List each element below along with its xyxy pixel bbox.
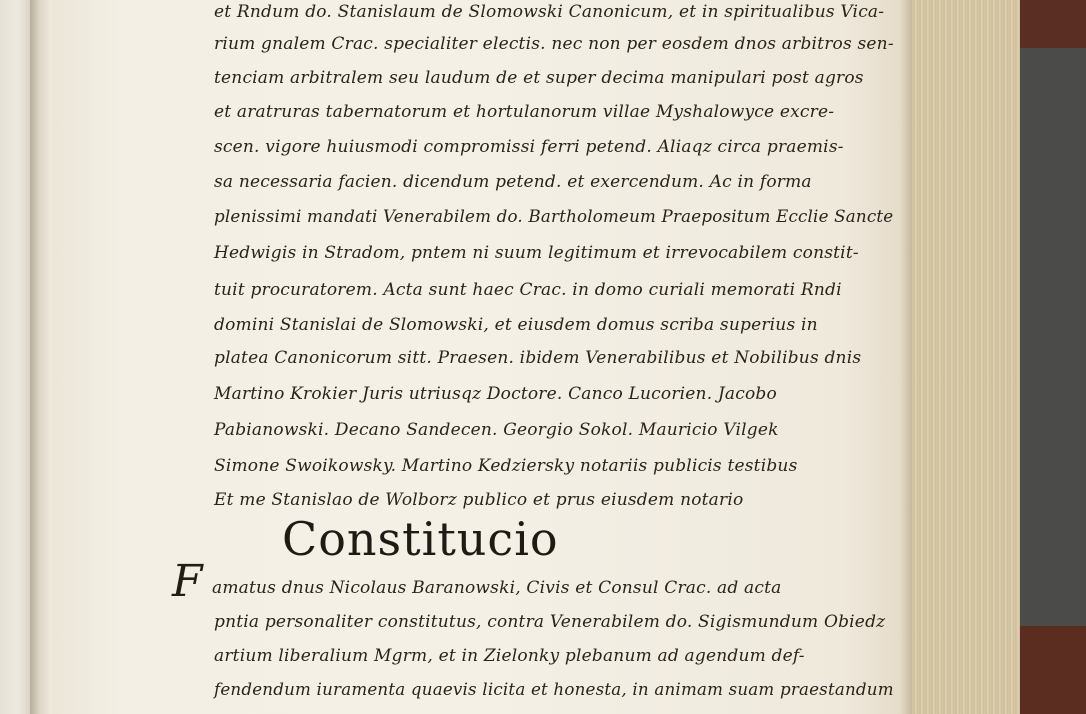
drop-capital: F	[172, 556, 203, 607]
background-wood-top	[1020, 0, 1086, 48]
facing-page-edge	[0, 0, 30, 714]
text-line: fendendum iuramenta quaevis licita et honesta, in animam suam praestandum	[214, 680, 894, 700]
background-wood-bottom	[1020, 626, 1086, 714]
text-line: Simone Swoikowsky. Martino Kedziersky notariis publicis testibus	[214, 456, 798, 476]
manuscript-page	[52, 0, 912, 714]
text-line: platea Canonicorum sitt. Praesen. ibidem Venerabilibus et Nobilibus dnis	[214, 348, 862, 368]
text-line: amatus dnus Nicolaus Baranowski, Civis et Consul Crac. ad acta	[212, 578, 782, 598]
section-heading: Constitucio	[282, 512, 559, 566]
text-line: Hedwigis in Stradom, pntem ni suum legitimum et irrevocabilem constit-	[214, 243, 859, 263]
manuscript-text	[52, 0, 912, 714]
background-grey	[1020, 48, 1086, 626]
text-line: scen. vigore huiusmodi compromissi ferri petend. Aliaqz circa praemis-	[214, 137, 844, 157]
text-line: tenciam arbitralem seu laudum de et super decima manipulari post agros	[214, 68, 864, 88]
text-line: Martino Krokier Juris utriusqz Doctore. Canco Lucorien. Jacobo	[214, 384, 777, 404]
text-line: et aratruras tabernatorum et hortulanorum villae Myshalowyce excre-	[214, 102, 835, 122]
text-line: et Rndum do. Stanislaum de Slomowski Canonicum, et in spiritualibus Vica-	[214, 2, 885, 22]
text-line: tuit procuratorem. Acta sunt haec Crac. in domo curiali memorati Rndi	[214, 280, 842, 300]
book-page-edges	[912, 0, 1020, 714]
text-line: Pabianowski. Decano Sandecen. Georgio Sokol. Mauricio Vilgek	[214, 420, 779, 440]
text-line: pntia personaliter constitutus, contra Venerabilem do. Sigismundum Obiedz	[214, 612, 886, 632]
text-line: rium gnalem Crac. specialiter electis. nec non per eosdem dnos arbitros sen-	[214, 34, 894, 54]
book-gutter	[30, 0, 52, 714]
text-line: plenissimi mandati Venerabilem do. Bartholomeum Praepositum Ecclie Sancte	[214, 207, 894, 227]
text-line: Et me Stanislao de Wolborz publico et prus eiusdem notario	[214, 490, 744, 510]
text-line: sa necessaria facien. dicendum petend. et exercendum. Ac in forma	[214, 172, 812, 192]
text-line: domini Stanislai de Slomowski, et eiusdem domus scriba superius in	[214, 315, 818, 335]
text-line: artium liberalium Mgrm, et in Zielonky plebanum ad agendum def-	[214, 646, 805, 666]
